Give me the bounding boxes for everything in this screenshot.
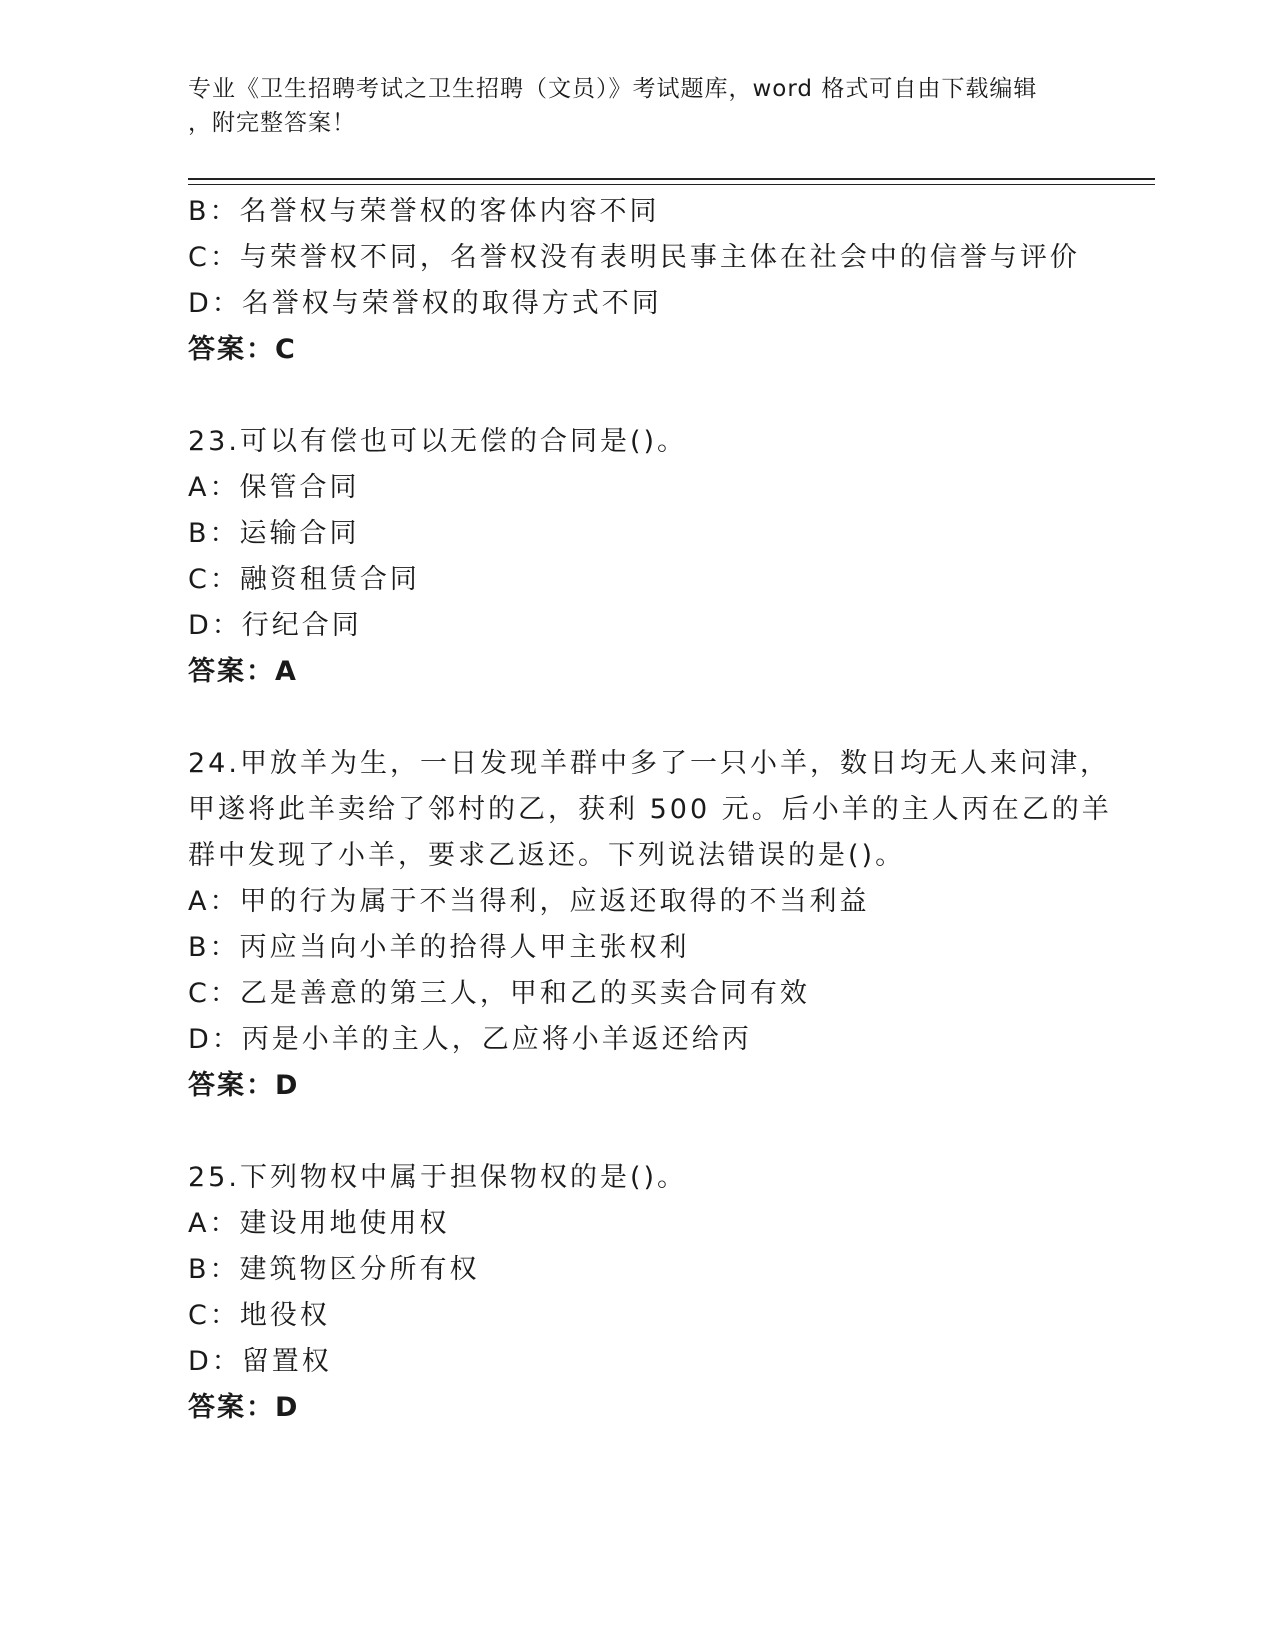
question-stem-line-1: 24.甲放羊为生，一日发现羊群中多了一只小羊，数日均无人来问津， — [188, 748, 1110, 779]
option-d: D：丙是小羊的主人，乙应将小羊返还给丙 — [188, 1024, 752, 1055]
option-c: C：与荣誉权不同，名誉权没有表明民事主体在社会中的信誉与评价 — [188, 242, 1080, 273]
header-divider-thin — [188, 184, 1155, 185]
option-c: C：融资租赁合同 — [188, 564, 420, 595]
answer: 答案：D — [188, 1070, 300, 1101]
option-b: B：建筑物区分所有权 — [188, 1254, 480, 1285]
header-divider-thick — [188, 178, 1155, 180]
option-d: D：行纪合同 — [188, 610, 362, 641]
option-c: C：地役权 — [188, 1300, 330, 1331]
option-d: D：名誉权与荣誉权的取得方式不同 — [188, 288, 662, 319]
question-stem: 23.可以有偿也可以无偿的合同是()。 — [188, 426, 688, 457]
document-header — [188, 72, 1068, 140]
option-a: A：保管合同 — [188, 472, 360, 503]
question-stem-line-2: 甲遂将此羊卖给了邻村的乙，获利 500 元。后小羊的主人丙在乙的羊 — [188, 794, 1112, 825]
question-24 — [188, 741, 1112, 1109]
option-d: D：留置权 — [188, 1346, 332, 1377]
option-b: B：名誉权与荣誉权的客体内容不同 — [188, 196, 660, 227]
question-22-tail — [188, 189, 1088, 373]
header-line-2: ，附完整答案！ — [188, 110, 356, 136]
spacer — [188, 695, 1088, 741]
answer: 答案：D — [188, 1392, 300, 1423]
question-25 — [188, 1155, 1088, 1431]
option-b: B：丙应当向小羊的拾得人甲主张权利 — [188, 932, 690, 963]
document-body — [188, 189, 1112, 1431]
answer: 答案：A — [188, 656, 298, 687]
header-line-1: 专业《卫生招聘考试之卫生招聘（文员）》考试题库，word 格式可自由下载编辑 — [188, 76, 1038, 102]
spacer — [188, 373, 1088, 419]
question-stem-line-3: 群中发现了小羊，要求乙返还。下列说法错误的是()。 — [188, 840, 906, 871]
answer: 答案：C — [188, 334, 297, 365]
question-stem: 25.下列物权中属于担保物权的是()。 — [188, 1162, 688, 1193]
option-a: A：建设用地使用权 — [188, 1208, 450, 1239]
option-c: C：乙是善意的第三人，甲和乙的买卖合同有效 — [188, 978, 810, 1009]
option-b: B：运输合同 — [188, 518, 360, 549]
spacer — [188, 1109, 1088, 1155]
question-23 — [188, 419, 1088, 695]
option-a: A：甲的行为属于不当得利，应返还取得的不当利益 — [188, 886, 870, 917]
